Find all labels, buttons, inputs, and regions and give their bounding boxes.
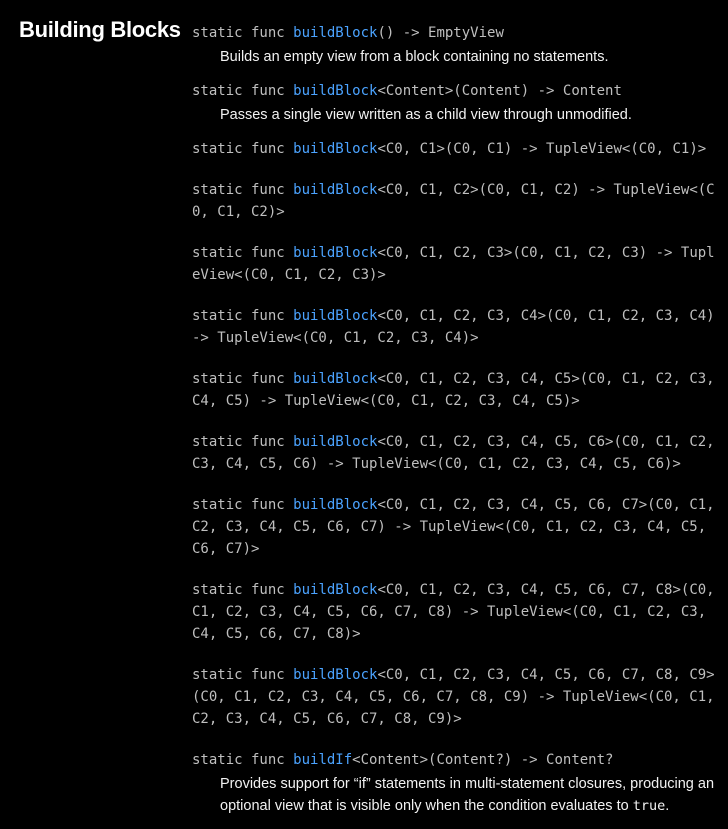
declaration-keywords: static func — [192, 582, 294, 598]
symbol-link[interactable]: buildBlock — [293, 182, 378, 198]
declaration-signature: <C0, C1, C2, C3, C4, C5, C6, C7, C8, C9>(C0, C1, C2, C3, C4, C5, C6, C7, C8, C9) -> TupleView<(C0, C1, C2, C3, C4, C5, C6, C7, C8, C9)> — [192, 667, 724, 727]
declaration-signature: <C0, C1, C2>(C0, C1, C2) -> TupleView<(C0, C1, C2)> — [192, 182, 715, 220]
symbol-item-build-block-c8 — [192, 579, 722, 645]
symbol-link[interactable]: buildBlock — [293, 141, 378, 157]
symbol-link[interactable]: buildBlock — [293, 25, 378, 41]
symbol-item-build-block-empty — [192, 22, 722, 68]
declaration-signature: <C0, C1>(C0, C1) -> TupleView<(C0, C1)> — [377, 141, 707, 157]
abstract-text: Passes a single view written as a child view through unmodified. — [220, 107, 632, 123]
declaration-keywords: static func — [192, 308, 294, 324]
declaration-signature: <C0, C1, C2, C3, C4>(C0, C1, C2, C3, C4) -> TupleView<(C0, C1, C2, C3, C4)> — [192, 308, 724, 346]
declaration-keywords: static func — [192, 83, 294, 99]
declaration — [192, 242, 722, 286]
declaration-keywords: static func — [192, 371, 294, 387]
declaration — [192, 431, 722, 475]
symbol-item-build-block-c3 — [192, 242, 722, 286]
symbol-link[interactable]: buildIf — [293, 752, 353, 768]
declaration-keywords: static func — [192, 497, 294, 513]
symbol-abstract — [220, 46, 722, 68]
declaration — [192, 22, 722, 44]
symbol-item-build-block-content — [192, 80, 722, 126]
declaration-signature: () -> EmptyView — [377, 25, 504, 41]
declaration-signature: <Content>(Content?) -> Content? — [352, 752, 614, 768]
abstract-text: Provides support for “if” statements in multi-statement closures, producing an optional view that is visible only when the condition evaluates to — [220, 776, 715, 814]
declaration-keywords: static func — [192, 182, 294, 198]
declaration-signature: <C0, C1, C2, C3, C4, C5, C6, C7, C8>(C0, C1, C2, C3, C4, C5, C6, C7, C8) -> TupleView<(C0, C1, C2, C3, C4, C5, C6, C7, C8)> — [192, 582, 724, 642]
symbol-link[interactable]: buildBlock — [293, 667, 378, 683]
declaration-signature: <Content>(Content) -> Content — [377, 83, 622, 99]
declaration-keywords: static func — [192, 752, 294, 768]
symbol-item-build-block-c6 — [192, 431, 722, 475]
declaration — [192, 179, 722, 223]
declaration-signature: <C0, C1, C2, C3, C4, C5, C6, C7>(C0, C1, C2, C3, C4, C5, C6, C7) -> TupleView<(C0, C1, C2, C3, C4, C5, C6, C7)> — [192, 497, 724, 557]
symbol-abstract — [220, 773, 722, 817]
declaration-keywords: static func — [192, 245, 294, 261]
symbol-list — [192, 22, 722, 829]
abstract-text-end: . — [665, 798, 670, 814]
symbol-item-build-block-c5 — [192, 368, 722, 412]
symbol-link[interactable]: buildBlock — [293, 83, 378, 99]
declaration-keywords: static func — [192, 667, 294, 683]
declaration — [192, 749, 722, 771]
declaration-keywords: static func — [192, 25, 294, 41]
symbol-link[interactable]: buildBlock — [293, 434, 378, 450]
symbol-link[interactable]: buildBlock — [293, 245, 378, 261]
symbol-item-build-block-c2 — [192, 179, 722, 223]
symbol-link[interactable]: buildBlock — [293, 582, 378, 598]
declaration — [192, 80, 722, 102]
symbol-item-build-block-c9 — [192, 664, 722, 730]
declaration — [192, 305, 722, 349]
declaration-signature: <C0, C1, C2, C3, C4, C5>(C0, C1, C2, C3, C4, C5) -> TupleView<(C0, C1, C2, C3, C4, C5)> — [192, 371, 724, 409]
symbol-link[interactable]: buildBlock — [293, 371, 378, 387]
declaration — [192, 138, 722, 160]
declaration-keywords: static func — [192, 141, 294, 157]
declaration — [192, 579, 722, 645]
declaration — [192, 664, 722, 730]
declaration — [192, 494, 722, 560]
section-title: Building Blocks — [19, 17, 181, 42]
symbol-link[interactable]: buildBlock — [293, 308, 378, 324]
declaration-signature: <C0, C1, C2, C3>(C0, C1, C2, C3) -> TupleView<(C0, C1, C2, C3)> — [192, 245, 715, 283]
symbol-item-build-block-c7 — [192, 494, 722, 560]
declaration-signature: <C0, C1, C2, C3, C4, C5, C6>(C0, C1, C2, C3, C4, C5, C6) -> TupleView<(C0, C1, C2, C3, C4, C5, C6)> — [192, 434, 724, 472]
symbol-link[interactable]: buildBlock — [293, 497, 378, 513]
abstract-code: true — [632, 798, 666, 814]
symbol-abstract — [220, 104, 722, 126]
symbol-item-build-block-c4 — [192, 305, 722, 349]
abstract-text: Builds an empty view from a block containing no statements. — [220, 49, 609, 65]
symbol-item-build-block-c1 — [192, 138, 722, 160]
symbol-item-build-if — [192, 749, 722, 817]
declaration-keywords: static func — [192, 434, 294, 450]
declaration — [192, 368, 722, 412]
